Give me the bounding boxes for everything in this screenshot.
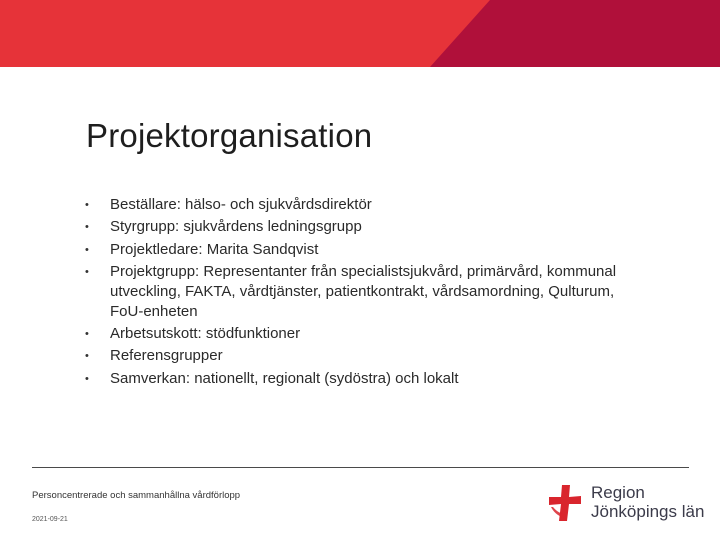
bullet-text: Projektledare: Marita Sandqvist (110, 240, 319, 258)
bullet-text: Styrgrupp: sjukvårdens ledningsgrupp (110, 218, 362, 236)
footer-divider (32, 467, 689, 468)
logo-line-region: Region (591, 483, 645, 502)
bullet-marker: • (85, 243, 89, 256)
footer-tagline: Personcentrerade och sammanhållna vårdförlopp (32, 490, 241, 501)
bullet-list (84, 195, 644, 391)
region-logo (545, 483, 705, 523)
bullet-marker: • (85, 265, 89, 278)
bullet-item (84, 262, 644, 322)
bullet-marker: • (85, 328, 89, 341)
header-banner (0, 0, 720, 67)
bullet-marker: • (85, 221, 89, 234)
bullet-text: Projektgrupp: Representanter från specialistsjukvård, primärvård, kommunal utveckling, FAKTA, vårdtjänster, patientkontrakt, vårdsamordning, Qulturum, FoU-enheten (110, 262, 617, 320)
bullet-item (84, 240, 644, 260)
logo-wordmark (591, 483, 704, 521)
bullet-item (84, 346, 644, 366)
bullet-marker: • (85, 372, 89, 385)
logo-line-county: Jönköpings län (591, 502, 705, 521)
bullet-item (84, 324, 644, 344)
bullet-text: Arbetsutskott: stödfunktioner (110, 325, 301, 343)
bullet-marker: • (85, 350, 89, 363)
slide-title: Projektorganisation (86, 117, 373, 154)
bullet-text: Beställare: hälso- och sjukvårdsdirektör (110, 196, 372, 213)
bullet-item (84, 369, 644, 389)
bullet-item (84, 195, 644, 215)
bullet-text: Referensgrupper (110, 347, 223, 365)
bullet-item (84, 217, 644, 237)
footer-date: 2021-09-21 (32, 516, 68, 523)
cross-heart-icon (545, 483, 585, 523)
bullet-marker: • (85, 199, 89, 211)
bullet-text: Samverkan: nationellt, regionalt (sydöstra) och lokalt (110, 369, 459, 387)
